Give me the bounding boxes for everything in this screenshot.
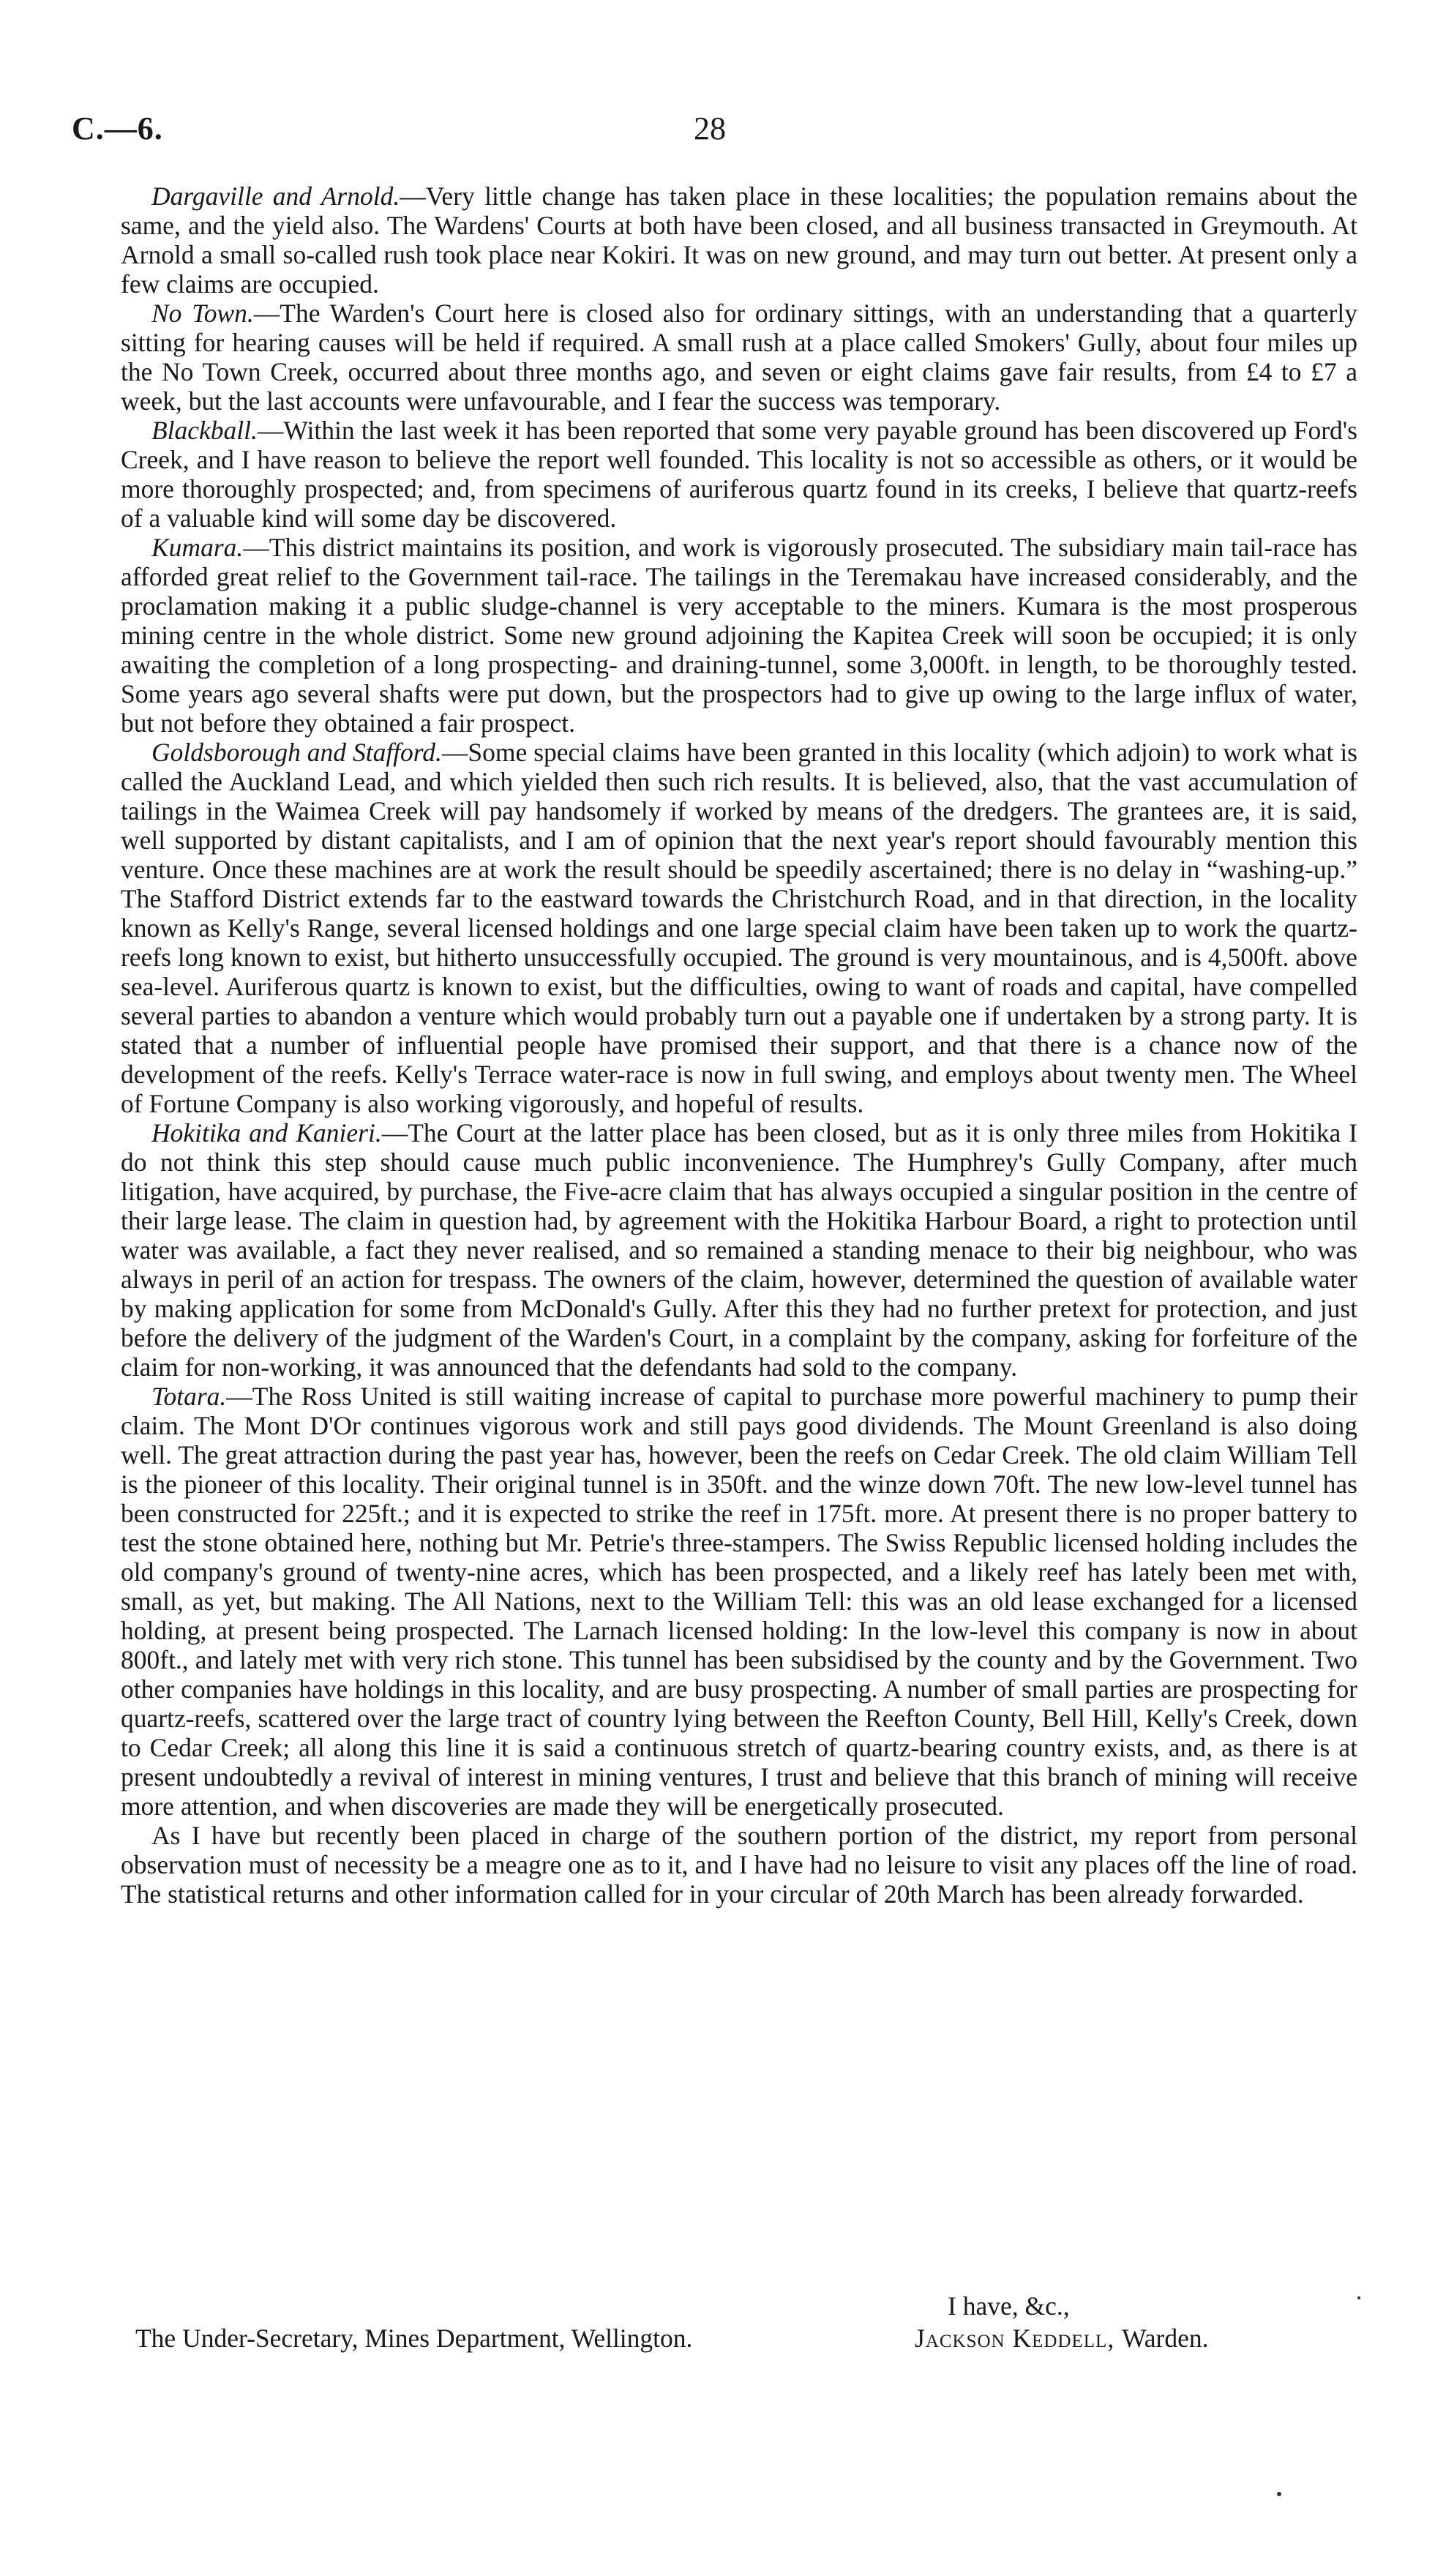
paragraph-blackball <box>121 416 1357 533</box>
paragraph-goldsborough-stafford <box>121 738 1357 1118</box>
paragraph-conclusion <box>121 1821 1357 1909</box>
paragraph-text: —Within the last week it has been reported that some very payable ground has been discovered up Ford's Creek, and I have reason to believe the report well founded. This locality is not so accessible as others, or it would be more thoroughly prospected; and, from specimens of auriferous quartz found in its creeks, I believe that quartz-reefs of a valuable kind will some day be discovered. <box>121 416 1357 533</box>
print-speck <box>1277 2492 1281 2496</box>
paragraph-heading: Kumara. <box>151 533 244 562</box>
paragraph-text: As I have but recently been placed in charge of the southern portion of the district, my report from personal observation must of necessity be a meagre one as to it, and I have had no leisure to visit any places off the line of road. The statistical returns and other information called for in your circular of 20th March has been already forwarded. <box>121 1821 1357 1909</box>
paragraph-text: —The Court at the latter place has been closed, but as it is only three miles from Hokitika I do not think this step should cause much public inconvenience. The Humphrey's Gully Company, after much litigation, have acquired, by purchase, the Five-acre claim that has always occupied a singular position in the centre of their large lease. The claim in question had, by agreement with the Hokitika Harbour Board, a right to protection until water was available, a fact they never realised, and so remained a standing menace to their big neighbour, who was always in peril of an action for trespass. The owners of the claim, however, determined the question of available water by making application for some from McDonald's Gully. After this they had no further pretext for protection, and just before the delivery of the judgment of the Warden's Court, in a complaint by the company, asking for forfeiture of the claim for non-working, it was announced that the defendants had sold to the company. <box>121 1118 1358 1382</box>
signature <box>915 2323 1208 2354</box>
document-reference: C.—6. <box>72 111 163 146</box>
page-header <box>64 110 1367 161</box>
page-number: 28 <box>694 111 726 146</box>
report-body <box>121 181 1357 1909</box>
addressee: The Under-Secretary, Mines Department, Wellington. <box>135 2324 693 2353</box>
paragraph-heading: Dargaville and Arnold. <box>151 181 400 211</box>
signatory-name: Jackson Keddell, <box>915 2324 1115 2353</box>
paragraph-heading: Hokitika and Kanieri. <box>151 1118 382 1147</box>
signatory-role: Warden. <box>1122 2324 1209 2353</box>
paragraph-text: —The Warden's Court here is closed also for ordinary sittings, with an understanding that a quarterly sitting for hearing causes will be held if required. A small rush at a place called Smokers' Gully, about four miles up the No Town Creek, occurred about three months ago, and seven or eight claims gave fair results, from £4 to £7 a week, but the last accounts were unfavourable, and I fear the success was temporary. <box>121 299 1357 416</box>
paragraph-heading: Goldsborough and Stafford. <box>151 738 442 767</box>
paragraph-heading: No Town. <box>151 299 254 328</box>
paragraph-text: —The Ross United is still waiting increase of capital to purchase more powerful machinery to pump their claim. The Mont D'Or continues vigorous work and still pays good dividends. The Mount Greenland is also doing well. The great attraction during the past year has, however, been the reefs on Cedar Creek. The old claim William Tell is the pioneer of this locality. Their original tunnel is in 350ft. and the winze down 70ft. The new low-level tunnel has been constructed for 225ft.; and it is expected to strike the reef in 175ft. more. At present there is no proper battery to test the stone obtained here, nothing but Mr. Petrie's three-stampers. The Swiss Republic licensed holding includes the old company's ground of twenty-nine acres, which has been prospected, and a likely reef has lately been met with, small, as yet, but making. The All Nations, next to the William Tell: this was an old lease exchanged for a licensed holding, at present being prospected. The Larnach licensed holding: In the low-level this company is now in about 800ft., and lately met with very rich stone. This tunnel has been subsidised by the county and by the Government. Two other companies have holdings in this locality, and are busy prospecting. A number of small parties are prospecting for quartz-reefs, scattered over the large tract of country lying between the Reefton County, Bell Hill, Kelly's Creek, down to Cedar Creek; all along this line it is said a continuous stretch of quartz-bearing country exists, and, as there is at present undoubtedly a revival of interest in mining ventures, I trust and believe that this branch of mining will receive more attention, and when discoveries are made they will be energetically prosecuted. <box>121 1382 1357 1821</box>
paragraph-no-town <box>121 299 1357 416</box>
paragraph-totara <box>121 1382 1357 1821</box>
paragraph-heading: Blackball. <box>151 416 258 445</box>
print-speck <box>1357 2296 1360 2299</box>
salutation: I have, &c., <box>948 2291 1070 2321</box>
paragraph-dargaville-arnold <box>121 181 1357 299</box>
paragraph-text: —Some special claims have been granted in this locality (which adjoin) to work what is called the Auckland Lead, and which yielded then such rich results. It is believed, also, that the vast accumulation of tailings in the Waimea Creek will pay handsomely if worked by means of the dredgers. The grantees are, it is said, well supported by distant capitalists, and I am of opinion that the next year's report should favourably mention this venture. Once these machines are at work the result should be speedily ascertained; there is no delay in “washing-up.” The Stafford District extends far to the eastward towards the Christchurch Road, and in that direction, in the locality known as Kelly's Range, several licensed holdings and one large special claim have been taken up to work the quartz-reefs long known to exist, but hitherto unsuccessfully occupied. The ground is very mountainous, and is 4,500ft. above sea-level. Auriferous quartz is known to exist, but the difficulties, owing to want of roads and capital, have compelled several parties to abandon a venture which would probably turn out a payable one if undertaken by a strong party. It is stated that a number of influential people have promised their support, and that there is a chance now of the development of the reefs. Kelly's Terrace water-race is now in full swing, and employs about twenty men. The Wheel of Fortune Company is also working vigorously, and hopeful of results. <box>121 738 1357 1118</box>
paragraph-hokitika-kanieri <box>121 1118 1357 1382</box>
paragraph-heading: Totara. <box>151 1382 227 1411</box>
paragraph-kumara <box>121 533 1357 738</box>
paragraph-text: —This district maintains its position, and work is vigorously prosecuted. The subsidiary main tail-race has afforded great relief to the Government tail-race. The tailings in the Teremakau have increased considerably, and the proclamation making it a public sludge-channel is very acceptable to the miners. Kumara is the most prosperous mining centre in the whole district. Some new ground adjoining the Kapitea Creek will soon be occupied; it is only awaiting the completion of a long prospecting- and draining-tunnel, some 3,000ft. in length, to be thoroughly tested. Some years ago several shafts were put down, but the prospectors had to give up owing to the large influx of water, but not before they obtained a fair prospect. <box>121 533 1357 738</box>
paragraph-text: —Very little change has taken place in these localities; the population remains about the same, and the yield also. The Wardens' Courts at both have been closed, and all business transacted in Greymouth. At Arnold a small so-called rush took place near Kokiri. It was on new ground, and may turn out better. At present only a few claims are occupied. <box>121 181 1357 299</box>
